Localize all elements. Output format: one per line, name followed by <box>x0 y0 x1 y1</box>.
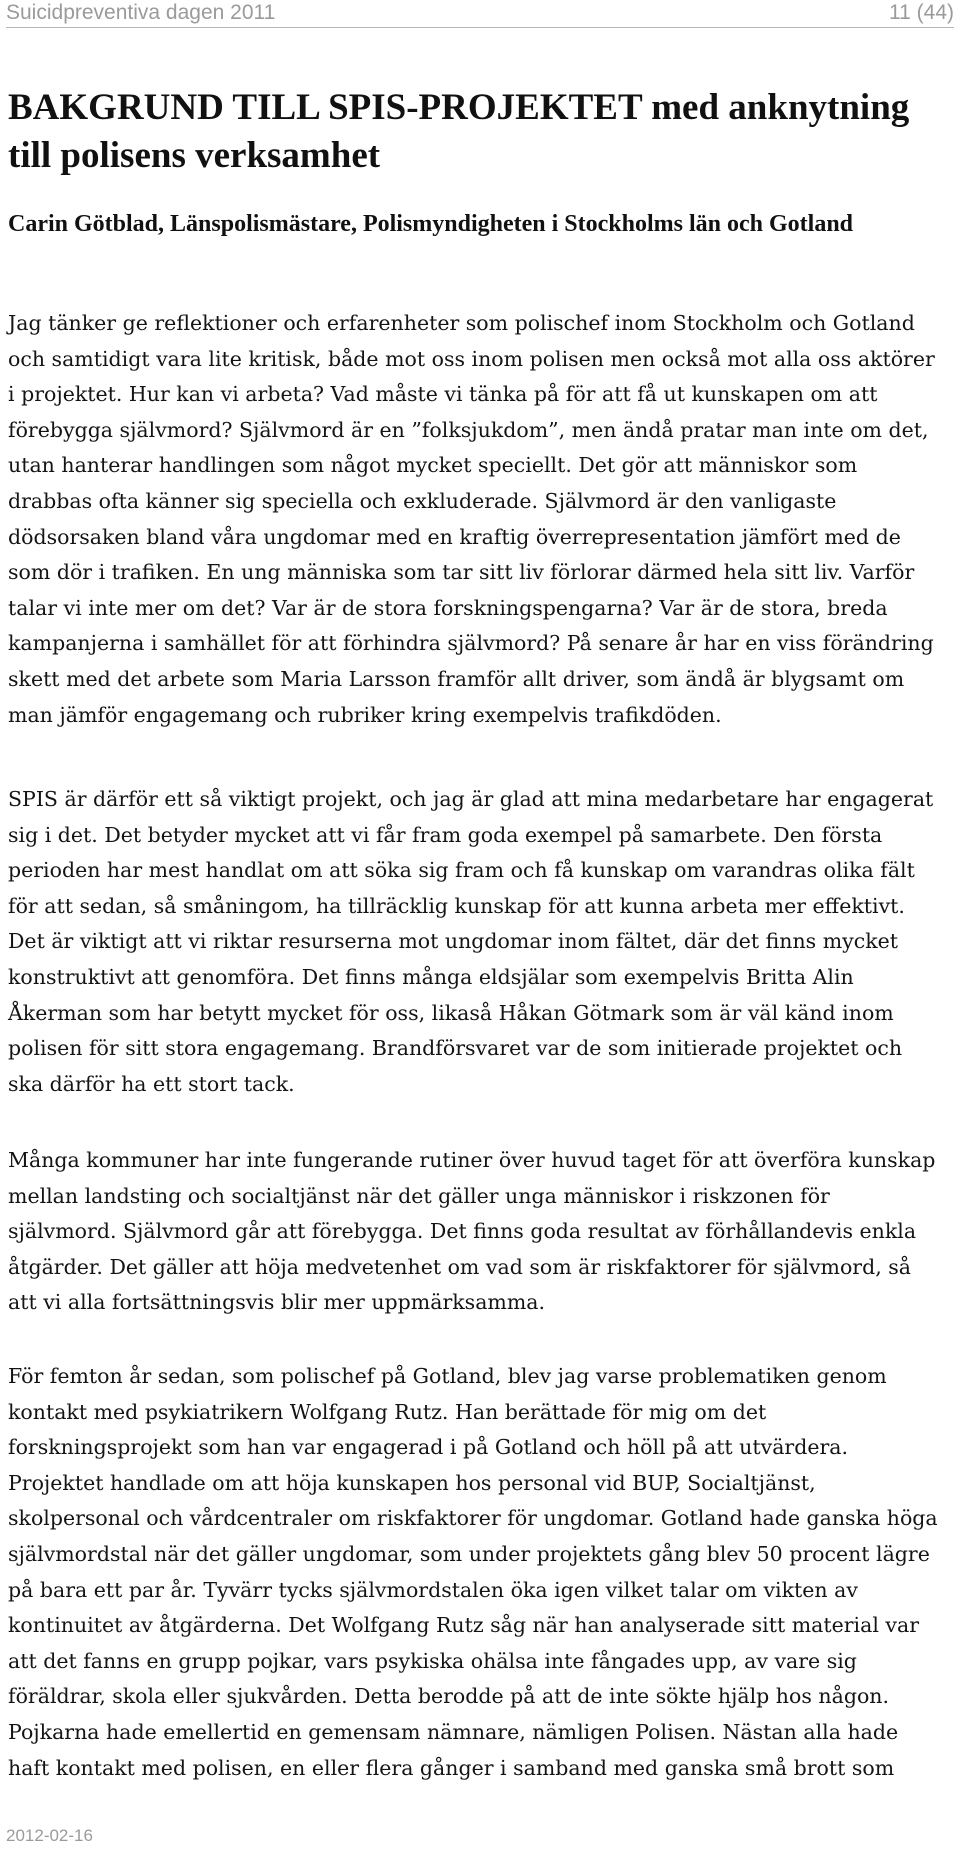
footer-date: 2012-02-16 <box>6 1826 93 1845</box>
header-page-number: 11 (44) <box>889 1 954 24</box>
header-document-title: Suicidpreventiva dagen 2011 <box>6 1 276 24</box>
page-header <box>6 0 954 28</box>
body-paragraph: Många kommuner har inte fungerande rutiner över huvud taget för att överföra kunskap mellan landsting och socialtjänst när det gäller unga människor i riskzonen för självmord. Självmord går att förebygga. Det finns goda resultat av förhållandevis enkla åtgärder. Det gäller att höja medvetenhet om vad som är riskfaktorer för självmord, så att vi alla fortsättningsvis blir mer uppmärksamma. <box>8 1148 936 1315</box>
body-paragraph: SPIS är därför ett så viktigt projekt, och jag är glad att mina medarbetare har engagerat sig i det. Det betyder mycket att vi får fram goda exempel på samarbete. Den första perioden har mest handlat om att söka sig fram och få kunskap om varandras olika fält för att sedan, så småningom, ha tillräcklig kunskap för att kunna arbeta mer effektivt. Det är viktigt att vi riktar resurserna mot ungdomar inom fältet, där det finns mycket konstruktivt att genomföra. Det finns många eldsjälar som exempelvis Britta Alin Åkerman som har betytt mycket för oss, likaså Håkan Götmark som är väl känd inom polisen för sitt stora engagemang. Brandförsvaret var de som initierade projektet och ska därför ha ett stort tack. <box>8 787 934 1096</box>
body-paragraph: Jag tänker ge reflektioner och erfarenheter som polischef inom Stockholm och Gotland och samtidigt vara lite kritisk, både mot oss inom polisen men också mot alla oss aktörer i projektet. Hur kan vi arbeta? Vad måste vi tänka på för att få ut kunskapen om att förebygga självmord? Självmord är en ”folksjukdom”, men ändå pratar man inte om det, utan hanterar handlingen som något mycket speciellt. Det gör att människor som drabbas ofta känner sig speciella och exkluderade. Självmord är den vanligaste dödsorsaken bland våra ungdomar med en kraftig överrepresentation jämfört med de som dör i trafiken. En ung människa som tar sitt liv förlorar därmed hela sitt liv. Varför talar vi inte mer om det? Var är de stora forskningspengarna? Var är de stora, breda kampanjerna i samhället för att förhindra självmord? På senare år har en viss förändring skett med det arbete som Maria Larsson framför allt driver, som ändå är blygsamt om man jämför engagemang och rubriker kring exempelvis trafikdöden. <box>8 311 935 727</box>
article-author: Carin Götblad, Länspolismästare, Polismyndigheten i Stockholms län och Gotland <box>8 211 854 237</box>
article-title: BAKGRUND TILL SPIS-PROJEKTET med anknytning till polisens verksamhet <box>8 87 910 176</box>
header-divider <box>6 27 954 28</box>
body-paragraph: För femton år sedan, som polischef på Gotland, blev jag varse problematiken genom kontakt med psykiatrikern Wolfgang Rutz. Han berättade för mig om det forskningsprojekt som han var engagerad i på Gotland och höll på att utvärdera. Projektet handlade om att höja kunskapen hos personal vid BUP, Socialtjänst, skolpersonal och vårdcentraler om riskfaktorer för ungdomar. Gotland hade ganska höga självmordstal när det gäller ungdomar, som under projektets gång blev 50 procent lägre på bara ett par år. Tyvärr tycks självmordstalen öka igen vilket talar om vikten av kontinuitet av åtgärderna. Det Wolfgang Rutz såg när han analyserade sitt material var att det fanns en grupp pojkar, vars psykiska ohälsa inte fångades upp, av vare sig föräldrar, skola eller sjukvården. Detta berodde på att de inte sökte hjälp hos någon. Pojkarna hade emellertid en gemensam nämnare, nämligen Polisen. Nästan alla hade haft kontakt med polisen, en eller flera gånger i samband med ganska små brott som <box>8 1364 938 1780</box>
